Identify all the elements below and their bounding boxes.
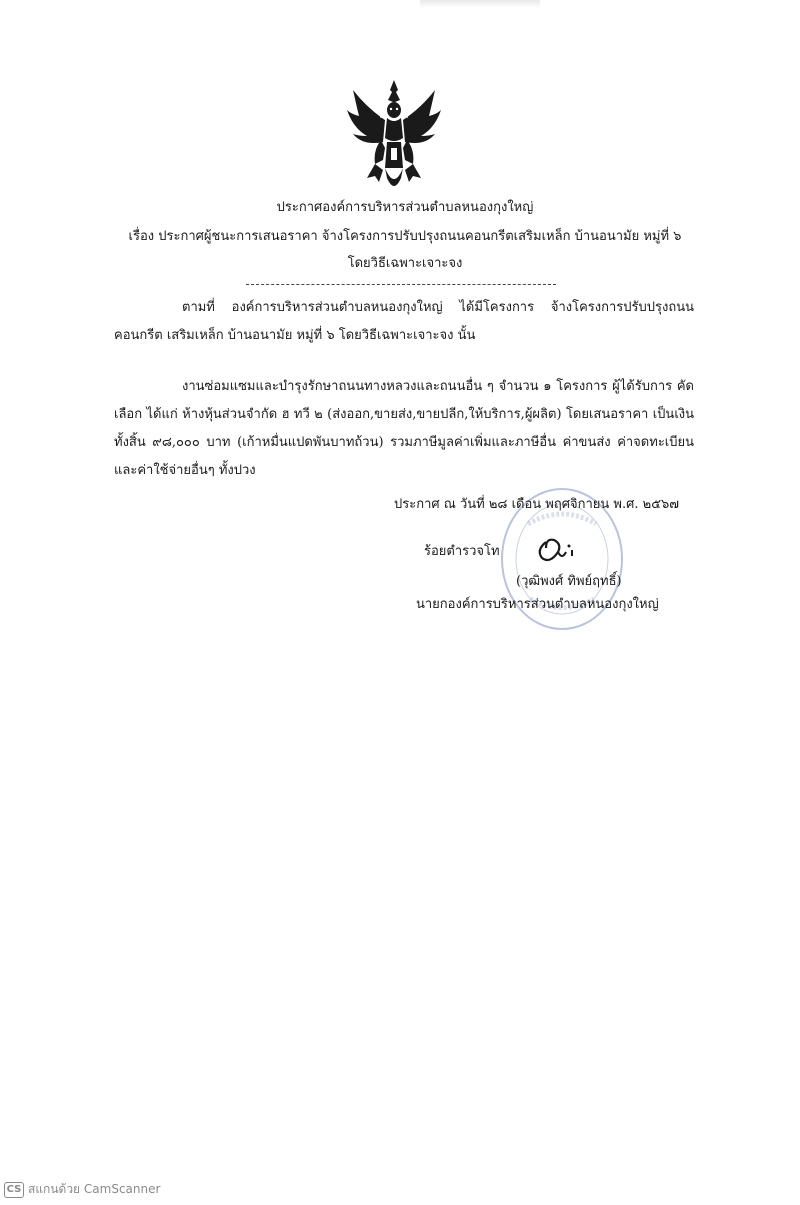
paragraph-award-text: งานซ่อมแซมและบำรุงรักษาถนนทางหลวงและถนนอื่น ๆ จำนวน ๑ โครงการ ผู้ได้รับการ คัดเลือก ได้แก่ ห้างหุ้นส่วนจำกัด ฮ ทวี ๒ (ส่งออก,ขายส่ง,ขายปลีก,ให้บริการ,ผู้ผลิต) โดยเสนอราคา เป็นเงินทั้งสิ้น ๙๘,๐๐๐ บาท (เก้าหมื่นแปดพันบาทถ้วน) รวมภาษีมูลค่าเพิ่มและภาษีอื่น ค่าขนส่ง ค่าจดทะเบียน และค่าใช้จ่ายอื่นๆ ทั้งปวง xyxy=(114,379,694,478)
scanner-watermark xyxy=(4,1180,160,1199)
announcement-date: ประกาศ ณ วันที่ ๒๘ เดือน พฤศจิกายน พ.ศ. ๒๕๖๗ xyxy=(394,497,680,512)
paragraph-intro xyxy=(114,294,694,350)
scanner-label: สแกนด้วย CamScanner xyxy=(28,1182,161,1196)
garuda-emblem-icon xyxy=(345,78,443,196)
camscanner-logo-icon: CS xyxy=(4,1182,24,1198)
signer-rank: ร้อยตำรวจโท xyxy=(424,544,500,559)
paragraph-award xyxy=(114,373,694,485)
announcement-title: ประกาศองค์การบริหารส่วนตำบลหนองกุงใหญ่ xyxy=(276,200,534,215)
announcement-subject: เรื่อง ประกาศผู้ชนะการเสนอราคา จ้างโครงการปรับปรุงถนนคอนกรีตเสริมเหล็ก บ้านอนามัย หมู่ที่ ๖ xyxy=(128,229,682,244)
handwritten-signature-icon xyxy=(532,522,612,572)
procurement-method: โดยวิธีเฉพาะเจาะจง xyxy=(347,256,463,271)
scan-edge xyxy=(420,0,540,8)
paragraph-intro-text: ตามที่ องค์การบริหารส่วนตำบลหนองกุงใหญ่ ได้มีโครงการ จ้างโครงการปรับปรุงถนนคอนกรีต เสริมเหล็ก บ้านอนามัย หมู่ที่ ๖ โดยวิธีเฉพาะเจาะจง นั้น xyxy=(114,300,694,343)
signer-position: นายกองค์การบริหารส่วนตำบลหนองกุงใหญ่ xyxy=(416,597,659,612)
signer-name: (วุฒิพงศ์ ทิพย์ฤทธิ์) xyxy=(516,574,622,589)
dashed-divider xyxy=(246,284,556,285)
